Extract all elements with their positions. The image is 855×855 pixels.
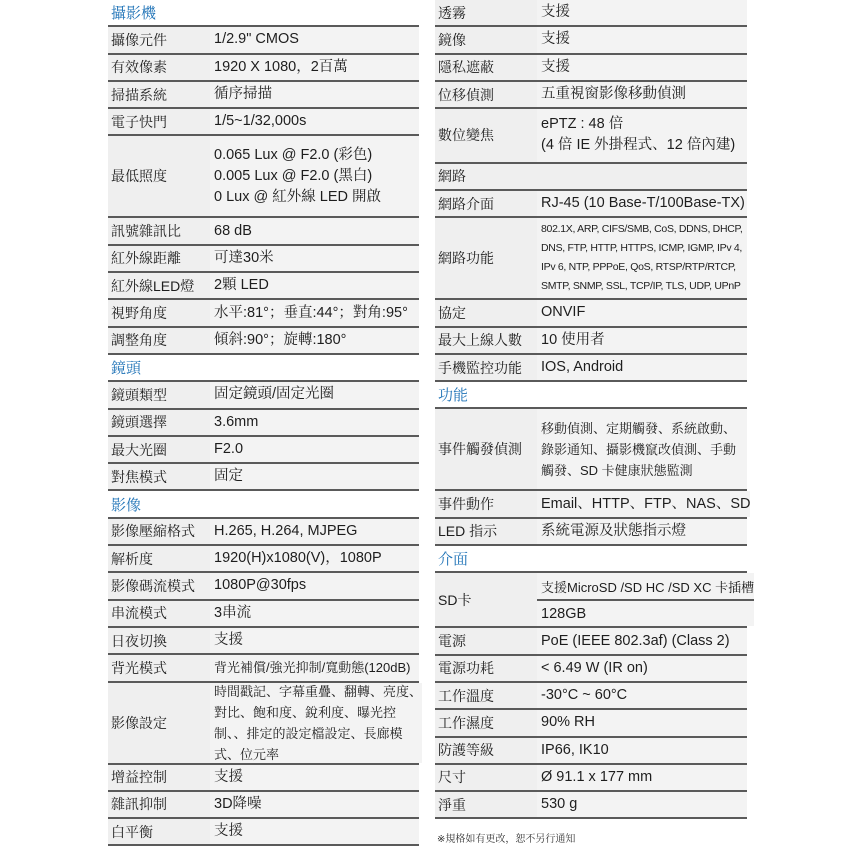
section-title: 功能 xyxy=(438,387,469,405)
spec-value xyxy=(210,546,419,571)
spec-row xyxy=(108,519,419,546)
spec-value xyxy=(210,410,419,435)
spec-value-line: 支援 xyxy=(541,58,570,75)
spec-row xyxy=(435,792,747,819)
spec-row xyxy=(108,546,419,573)
spec-value: 支援MicroSD /SD HC /SD XC 卡插槽 xyxy=(537,573,754,599)
spec-row xyxy=(108,382,419,409)
spec-row xyxy=(108,601,419,628)
spec-row xyxy=(435,0,747,27)
spec-value-line: 時間戳記、字幕重疊、翻轉、亮度、 xyxy=(214,683,423,699)
spec-value xyxy=(537,683,747,708)
spec-label: 訊號雜訊比 xyxy=(111,223,181,240)
spec-row xyxy=(108,573,419,600)
spec-label: 手機監控功能 xyxy=(438,359,522,376)
spec-row xyxy=(108,819,419,846)
spec-value-group xyxy=(537,573,754,626)
spec-value xyxy=(537,656,747,681)
spec-value-line: 10 使用者 xyxy=(541,331,605,348)
spec-value xyxy=(210,628,419,653)
spec-row xyxy=(435,409,747,491)
spec-value-line: 移動偵測、定期觸發、系統啟動、 xyxy=(541,420,737,436)
spec-row xyxy=(435,628,747,655)
spec-value xyxy=(537,519,747,544)
spec-value-line: 對比、飽和度、銳利度、曝光控 xyxy=(214,704,397,720)
section-header xyxy=(435,382,747,409)
section-header xyxy=(435,546,747,573)
spec-value-line: -30°C ~ 60°C xyxy=(541,687,628,704)
spec-value xyxy=(537,328,747,353)
spec-value-line: 制、、排定的設定檔設定、長廊模 xyxy=(214,725,403,741)
spec-value-line: 系統電源及狀態指示燈 xyxy=(541,522,686,539)
spec-row xyxy=(108,300,419,327)
spec-value xyxy=(537,628,747,653)
spec-label: LED 指示 xyxy=(438,523,498,540)
spec-value-line: 式、位元率 xyxy=(214,746,280,762)
spec-value-line: 1080P@30fps xyxy=(214,577,307,594)
spec-label: 工作溫度 xyxy=(438,687,494,704)
spec-label: 攝像元件 xyxy=(111,31,167,48)
spec-row xyxy=(435,573,755,628)
spec-label: 尺寸 xyxy=(438,769,466,786)
spec-value-line: DNS, FTP, HTTP, HTTPS, ICMP, IGMP, IPv 4, xyxy=(541,242,743,255)
section-title: 介面 xyxy=(438,551,469,569)
spec-value xyxy=(537,491,750,516)
spec-row xyxy=(108,464,419,491)
spec-value-line: 1/5~1/32,000s xyxy=(214,113,307,130)
spec-value-line: (4 倍 IE 外掛程式、12 倍內建) xyxy=(541,137,736,154)
spec-label: 影像設定 xyxy=(111,714,167,731)
spec-row xyxy=(435,765,747,792)
spec-value-line: 固定 xyxy=(214,468,243,485)
spec-row xyxy=(108,273,419,300)
spec-label: 工作濕度 xyxy=(438,714,494,731)
section-header xyxy=(435,164,747,191)
spec-value-line: 802.1X, ARP, CIFS/SMB, CoS, DDNS, DHCP, xyxy=(541,223,743,236)
spec-value-line: 90% RH xyxy=(541,714,595,731)
spec-label: 影像壓縮格式 xyxy=(111,523,195,540)
spec-value-line: 觸發、SD 卡健康狀態監測 xyxy=(541,462,693,478)
spec-value-line: 3.6mm xyxy=(214,413,259,430)
spec-label: 掃描系統 xyxy=(111,86,167,103)
spec-label: 網路介面 xyxy=(438,195,494,212)
spec-value-line: 支援 xyxy=(541,4,570,21)
spec-value xyxy=(210,792,419,817)
spec-label: 淨重 xyxy=(438,796,466,813)
footnote: ※規格如有更改，恕不另行通知 xyxy=(437,834,576,845)
spec-table-right xyxy=(435,0,755,819)
spec-label: 最低照度 xyxy=(111,168,167,185)
spec-label: 解析度 xyxy=(111,550,153,567)
spec-value-line: 支援 xyxy=(214,632,243,649)
spec-label: 串流模式 xyxy=(111,605,167,622)
spec-value-line: RJ-45 (10 Base-T/100Base-TX) xyxy=(541,195,745,212)
spec-value-line: IP66, IK10 xyxy=(541,741,609,758)
spec-label: 防護等級 xyxy=(438,742,494,759)
spec-label: 網路功能 xyxy=(438,250,494,267)
spec-row xyxy=(435,683,747,710)
spec-row xyxy=(108,136,419,218)
section-header xyxy=(108,491,419,518)
spec-label: 協定 xyxy=(438,304,466,321)
spec-value xyxy=(210,246,419,271)
spec-row xyxy=(435,491,751,518)
spec-value xyxy=(537,710,747,735)
spec-value-line: 1920(H)x1080(V)，1080P xyxy=(214,550,382,567)
spec-label: 調整角度 xyxy=(111,332,167,349)
spec-label: 白平衡 xyxy=(111,823,153,840)
spec-value-line: IOS, Android xyxy=(541,359,624,376)
spec-row xyxy=(108,55,419,82)
spec-value-line: 支援 xyxy=(541,31,570,48)
spec-row xyxy=(108,27,419,54)
spec-label: 影像碼流模式 xyxy=(111,577,195,594)
spec-value xyxy=(537,792,747,817)
spec-row xyxy=(435,300,747,327)
spec-label: 最大光圈 xyxy=(111,441,167,458)
spec-value xyxy=(210,382,419,407)
spec-label: 紅外線距離 xyxy=(111,250,181,267)
spec-value-line: 3D降噪 xyxy=(214,795,262,812)
spec-value-line: ePTZ : 48 倍 xyxy=(541,116,624,133)
spec-label: SD卡 xyxy=(438,591,472,608)
spec-value xyxy=(210,573,419,598)
spec-value xyxy=(537,765,747,790)
section-title: 攝影機 xyxy=(111,5,157,23)
spec-value-line: 530 g xyxy=(541,796,578,813)
spec-value xyxy=(537,300,747,325)
spec-value xyxy=(210,601,419,626)
spec-row xyxy=(435,82,747,109)
spec-row xyxy=(435,109,747,164)
spec-row xyxy=(435,27,747,54)
spec-value xyxy=(537,27,747,52)
spec-row xyxy=(108,82,419,109)
spec-value xyxy=(210,683,422,763)
spec-row xyxy=(108,328,419,355)
spec-row xyxy=(435,191,747,218)
spec-label: 有效像素 xyxy=(111,59,167,76)
spec-label: 視野角度 xyxy=(111,305,167,322)
spec-value-line: H.265, H.264, MJPEG xyxy=(214,522,358,539)
spec-row xyxy=(435,328,747,355)
spec-value xyxy=(210,27,419,52)
spec-label: 日夜切換 xyxy=(111,632,167,649)
spec-value xyxy=(210,82,419,107)
spec-row xyxy=(435,656,747,683)
spec-value-line: 五重視窗影像移動偵測 xyxy=(541,86,686,103)
spec-row xyxy=(108,218,419,245)
spec-row xyxy=(108,655,419,682)
spec-value-line: 支援 xyxy=(214,823,243,840)
spec-value xyxy=(210,655,419,680)
spec-value-line: 1920 X 1080，2百萬 xyxy=(214,58,348,75)
spec-label: 背光模式 xyxy=(111,659,167,676)
spec-value-line: SMTP, SNMP, SSL, TCP/IP, TLS, UDP, UPnP xyxy=(541,280,741,293)
spec-value-line: 1/2.9" CMOS xyxy=(214,31,299,48)
spec-value xyxy=(210,437,419,462)
spec-value xyxy=(210,136,419,216)
spec-label: 對焦模式 xyxy=(111,468,167,485)
spec-label: 電源 xyxy=(438,633,466,649)
spec-value-line: 背光補償/強光抑制/寬動態(120dB) xyxy=(214,660,411,676)
spec-label: 電子快門 xyxy=(111,113,167,130)
spec-row xyxy=(108,437,419,464)
spec-value xyxy=(537,355,747,380)
spec-value-line: F2.0 xyxy=(214,441,244,457)
spec-value xyxy=(210,273,419,298)
spec-value xyxy=(210,519,419,544)
section-header xyxy=(108,355,419,382)
spec-label: 隱私遮蔽 xyxy=(438,59,494,76)
spec-value xyxy=(537,109,747,162)
spec-value xyxy=(210,218,419,243)
spec-label: 最大上線人數 xyxy=(438,332,522,349)
spec-value-line: 68 dB xyxy=(214,222,252,239)
spec-row xyxy=(108,410,419,437)
spec-label: 雜訊抑制 xyxy=(111,796,167,813)
spec-value-line: 可達30米 xyxy=(214,249,274,266)
section-title: 鏡頭 xyxy=(111,360,142,378)
spec-value xyxy=(210,55,419,80)
spec-value xyxy=(210,109,419,134)
spec-label: 數位變焦 xyxy=(438,127,494,144)
spec-value xyxy=(537,409,747,489)
spec-value xyxy=(537,738,747,763)
spec-value-line: 支援 xyxy=(214,768,243,785)
spec-value xyxy=(210,300,419,325)
spec-value-line: < 6.49 W (IR on) xyxy=(541,659,648,676)
spec-row xyxy=(108,628,419,655)
spec-value xyxy=(537,218,747,298)
spec-value-line: PoE (IEEE 802.3af) (Class 2) xyxy=(541,632,730,649)
spec-row xyxy=(108,109,419,136)
spec-label: 鏡像 xyxy=(438,31,466,48)
spec-row xyxy=(435,55,747,82)
spec-value-line: 2顆 LED xyxy=(214,277,269,294)
spec-row xyxy=(108,246,419,273)
spec-value xyxy=(537,55,747,80)
spec-row xyxy=(108,683,423,765)
spec-value-line: 3串流 xyxy=(214,604,252,621)
spec-value-line: 傾斜:90°；旋轉:180° xyxy=(214,331,347,348)
spec-value-line: ONVIF xyxy=(541,304,586,321)
spec-value xyxy=(210,464,419,489)
spec-value xyxy=(210,819,419,844)
spec-label: 位移偵測 xyxy=(438,86,494,103)
spec-row xyxy=(108,765,419,792)
spec-value xyxy=(537,0,747,25)
spec-value-line: Email、HTTP、FTP、NAS、SD xyxy=(541,495,751,512)
spec-row xyxy=(435,710,747,737)
spec-row xyxy=(435,519,747,546)
spec-value-line: 0.065 Lux @ F2.0 (彩色) xyxy=(214,146,373,163)
section-header xyxy=(108,0,419,27)
spec-label: 增益控制 xyxy=(111,769,167,786)
spec-label: 鏡頭類型 xyxy=(111,386,167,403)
spec-value-line: 0.005 Lux @ F2.0 (黑白) xyxy=(214,167,373,184)
spec-table-left xyxy=(108,0,423,846)
spec-value-line: 水平:81°；垂直:44°；對角:95° xyxy=(214,304,408,321)
spec-row xyxy=(435,355,747,382)
section-title: 網路 xyxy=(438,168,466,185)
spec-label: 紅外線LED燈 xyxy=(111,277,195,294)
spec-value: 128GB xyxy=(537,599,754,627)
spec-label: 鏡頭選擇 xyxy=(111,414,167,431)
spec-label: 透霧 xyxy=(438,4,466,21)
spec-value-line: 錄影通知、攝影機竄改偵測、手動 xyxy=(541,441,737,457)
spec-value xyxy=(537,191,747,216)
spec-label: 事件觸發偵測 xyxy=(438,441,522,458)
spec-row xyxy=(435,738,747,765)
spec-value-line: IPv 6, NTP, PPPoE, QoS, RTSP/RTP/RTCP, xyxy=(541,261,736,274)
spec-value xyxy=(210,765,419,790)
spec-value xyxy=(537,82,747,107)
spec-label: 電源功耗 xyxy=(438,660,494,677)
spec-value-line: 循序掃描 xyxy=(214,86,272,103)
spec-value-line: 固定鏡頭/固定光圈 xyxy=(214,386,335,403)
spec-value-line: Ø 91.1 x 177 mm xyxy=(541,768,653,785)
spec-value xyxy=(210,328,419,353)
spec-row xyxy=(108,792,419,819)
spec-value-line: 0 Lux @ 紅外線 LED 開啟 xyxy=(214,188,382,205)
spec-row xyxy=(435,218,747,300)
spec-label: 事件動作 xyxy=(438,496,494,513)
section-title: 影像 xyxy=(111,496,142,514)
